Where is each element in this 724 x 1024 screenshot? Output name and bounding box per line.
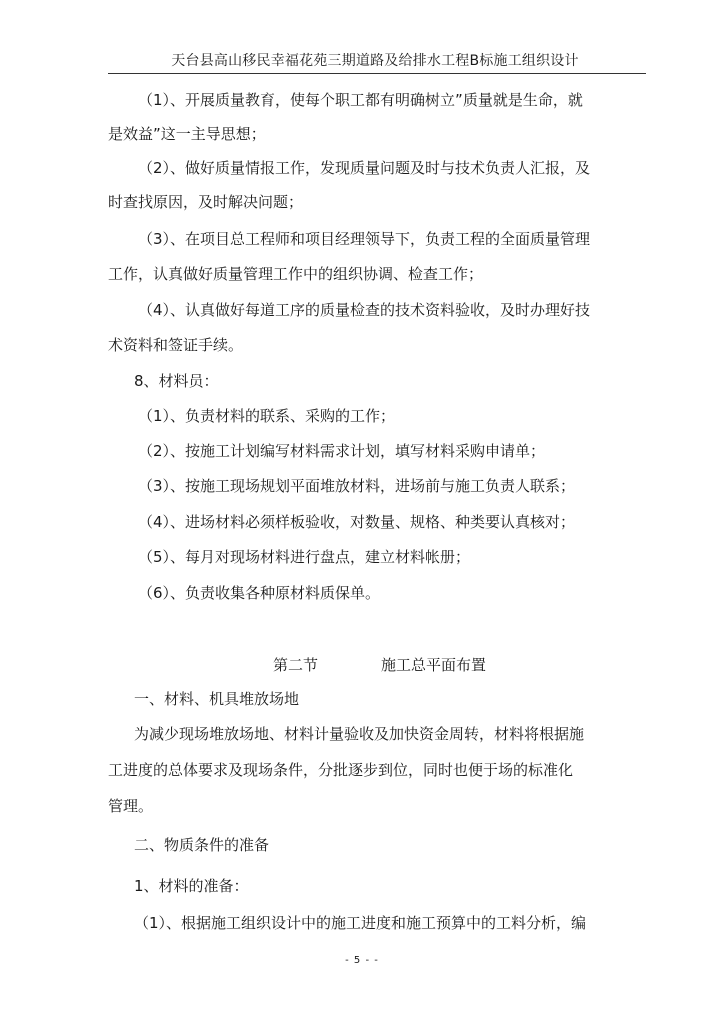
subsection-heading: 一、材料、机具堆放场地 bbox=[134, 690, 300, 708]
paragraph-line: 时查找原因，及时解决问题； bbox=[108, 193, 304, 211]
paragraph-line: （2）、做好质量情报工作，发现质量问题及时与技术负责人汇报，及 bbox=[138, 159, 591, 177]
paragraph-line: 术资料和签证手续。 bbox=[108, 336, 244, 354]
header-divider bbox=[108, 73, 646, 74]
paragraph-line: （4）、认真做好每道工序的质量检查的技术资料验收，及时办理好技 bbox=[138, 301, 591, 319]
paragraph-line: 为减少现场堆放场地、材料计量验收及加快资金周转，材料将根据施 bbox=[134, 725, 585, 743]
subsection-heading: 二、物质条件的准备 bbox=[134, 836, 270, 854]
subsection-heading: 1、材料的准备： bbox=[134, 877, 249, 895]
list-item: （6）、负责收集各种原材料质保单。 bbox=[138, 584, 381, 602]
page-number: - 5 - - bbox=[345, 955, 379, 966]
running-header: 天台县高山移民幸福花苑三期道路及给排水工程B标施工组织设计 bbox=[171, 53, 579, 69]
paragraph-line: （1）、开展质量教育，使每个职工都有明确树立”质量就是生命，就 bbox=[138, 91, 583, 109]
paragraph-line: 是效益”这一主导思想； bbox=[108, 125, 266, 143]
paragraph-line: 工进度的总体要求及现场条件，分批逐步到位，同时也便于场的标准化 bbox=[108, 761, 574, 779]
list-item: （3）、按施工现场规划平面堆放材料，进场前与施工负责人联系； bbox=[138, 477, 576, 495]
section-number: 第二节 bbox=[273, 656, 319, 674]
paragraph-line: （3）、在项目总工程师和项目经理领导下，负责工程的全面质量管理 bbox=[138, 230, 591, 248]
list-item: （2）、按施工计划编写材料需求计划，填写材料采购申请单； bbox=[138, 442, 546, 460]
section-name: 施工总平面布置 bbox=[381, 656, 487, 674]
list-item: （1）、负责材料的联系、采购的工作； bbox=[138, 407, 396, 425]
list-item: （5）、每月对现场材料进行盘点，建立材料帐册； bbox=[138, 548, 471, 566]
paragraph-line: 管理。 bbox=[108, 797, 154, 815]
list-item: （4）、进场材料必须样板验收，对数量、规格、种类要认真核对； bbox=[138, 513, 576, 531]
list-heading: 8、材料员： bbox=[134, 372, 219, 390]
paragraph-line: 工作，认真做好质量管理工作中的组织协调、检查工作； bbox=[108, 265, 484, 283]
paragraph-line: （1）、根据施工组织设计中的施工进度和施工预算中的工料分析，编 bbox=[134, 914, 587, 932]
